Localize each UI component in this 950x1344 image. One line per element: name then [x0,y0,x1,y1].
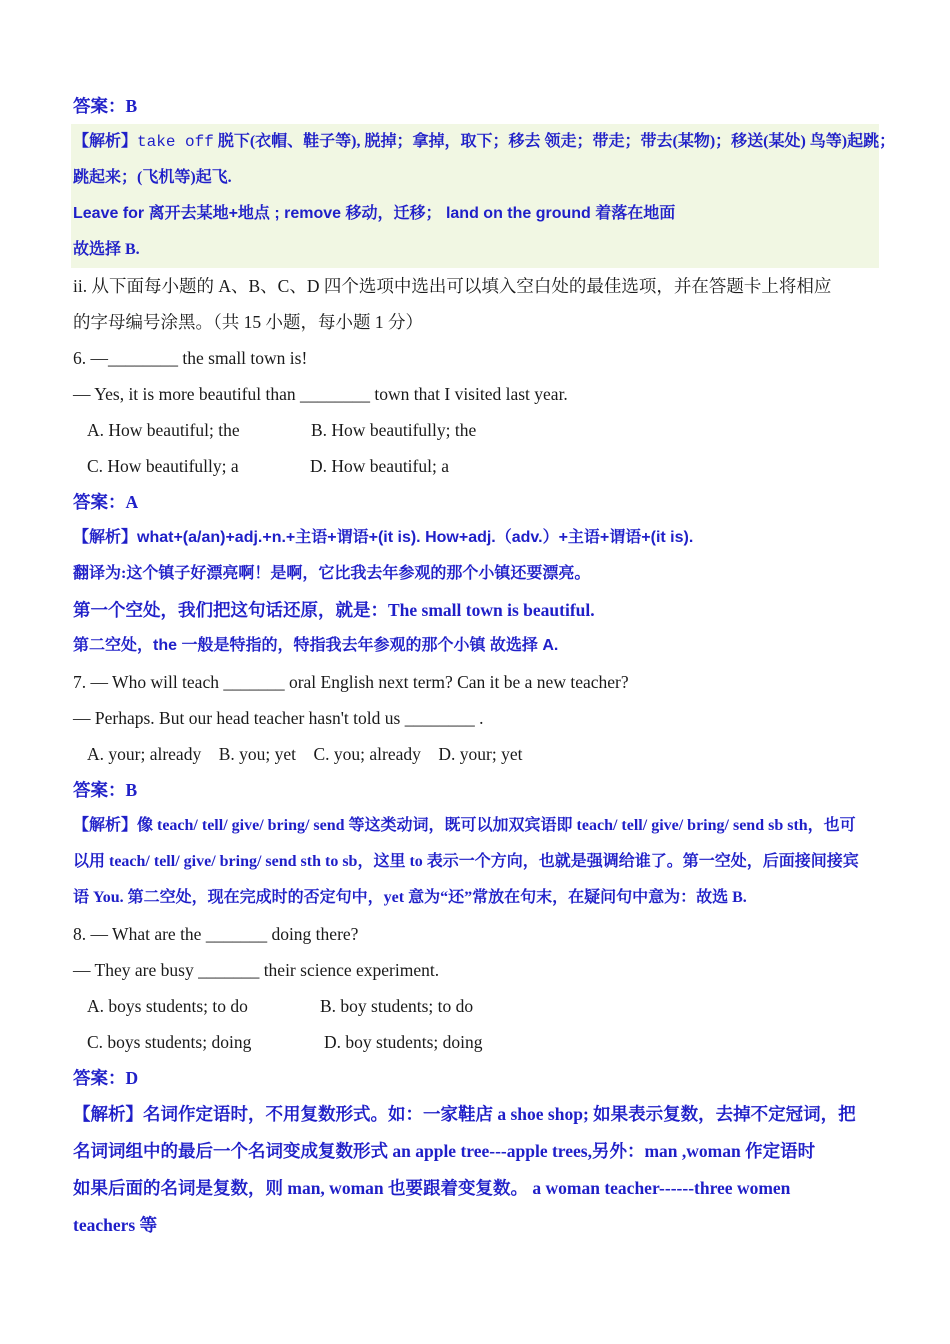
explanation-term: take off [137,133,214,151]
section-instructions-line-1: ii. 从下面每小题的 A、B、C、D 四个选项中选出可以填入空白处的最佳选项，并在答题卡上将相应 [73,276,832,296]
prev-answer: 答案：B [73,96,138,116]
q8-option-b[interactable]: B. boy students; to do [320,996,474,1016]
q7-explanation-line-2: 以用 teach/ tell/ give/ bring/ send sth to sb，这里 to 表示一个方向，也就是强调给谁了。第一空处，后面接间接宾 [73,853,859,870]
q8-option-c[interactable]: C. boys students; doing [87,1032,252,1052]
prev-explanation-line-3: Leave for 离开去某地+地点 ; remove 移动，迁移； land on the ground 着落在地面 [73,205,676,222]
q8-option-d[interactable]: D. boy students; doing [324,1032,483,1052]
q8-explanation-line-2: 名词词组中的最后一个名词变成复数形式 an apple tree---apple trees,另外：man ,woman 作定语时 [73,1141,816,1161]
q6-explanation-line-4: 第二空处，the 一般是特指的，特指我去年参观的那个小镇 故选择 A. [73,637,559,654]
prev-explanation-line-1 [73,124,896,160]
prev-explanation-line-2: 跳起来；(飞机等)起飞. [73,169,232,186]
q6-answer: 答案：A [73,492,139,512]
q6-options-row-1 [73,412,879,448]
q8-options-row-2 [73,1024,879,1060]
prev-explanation-line-4: 故选择 B. [73,241,140,258]
q8-stem: 8. — What are the _______ doing there? [73,924,359,944]
q6-explanation-line-3: 第一个空处，我们把这句话还原，就是：The small town is beautiful. [73,600,595,620]
q8-explanation-line-3: 如果后面的名词是复数，则 man, woman 也要跟着变复数。 a woman teacher------three women [73,1178,791,1198]
q7-answer: 答案：B [73,780,138,800]
q6-stem: 6. —________ the small town is! [73,348,308,368]
q6-options-row-2 [73,448,879,484]
q6-option-d[interactable]: D. How beautiful; a [310,456,449,476]
q6-option-b[interactable]: B. How beautifully; the [311,420,477,440]
q8-explanation-line-1: 【解析】名词作定语时，不用复数形式。如：一家鞋店 a shoe shop; 如果表示复数，去掉不定冠词，把 [73,1104,856,1124]
q6-explanation-line-2: 翻译为:这个镇子好漂亮啊！是啊，它比我去年参观的那个小镇还要漂亮。 [73,565,591,582]
q8-answer: 答案：D [73,1068,139,1088]
q6-option-a[interactable]: A. How beautiful; the [87,420,240,440]
q6-option-c[interactable]: C. How beautifully; a [87,456,239,476]
q6-explanation-line-1: 【解析】what+(a/an)+adj.+n.+主语+谓语+(it is). How+adj.（adv.）+主语+谓语+(it is). [73,529,694,546]
q8-reply: — They are busy _______ their science experiment. [73,960,440,980]
q6-reply: — Yes, it is more beautiful than ________ town that I visited last year. [73,384,568,404]
explanation-text: 脱下(衣帽、鞋子等), 脱掉；拿掉，取下；移去 领走；带走；带去(某物)；移送(某处) 鸟等)起跳； [213,133,896,150]
q7-reply: — Perhaps. But our head teacher hasn't told us ________ . [73,708,484,728]
prev-explanation [71,124,896,268]
q7-options[interactable]: A. your; already B. you; yet C. you; already D. your; yet [87,744,523,764]
q7-explanation-line-3: 语 You. 第二空处，现在完成时的否定句中，yet 意为“还”常放在句末，在疑问句中意为：故选 B. [73,889,747,906]
q8-options-row-1 [73,988,879,1024]
q7-stem: 7. — Who will teach _______ oral English next term? Can it be a new teacher? [73,672,629,692]
q8-explanation-line-4: teachers 等 [73,1215,158,1235]
q7-explanation-line-1: 【解析】像 teach/ tell/ give/ bring/ send 等这类动词，既可以加双宾语即 teach/ tell/ give/ bring/ send sb sth，也可 [73,817,856,834]
explanation-tag: 【解析】 [73,133,138,150]
section-instructions-line-2: 的字母编号涂黑。（共 15 小题，每小题 1 分） [73,312,423,332]
document-page [73,88,896,1244]
q8-option-a[interactable]: A. boys students; to do [87,996,248,1016]
